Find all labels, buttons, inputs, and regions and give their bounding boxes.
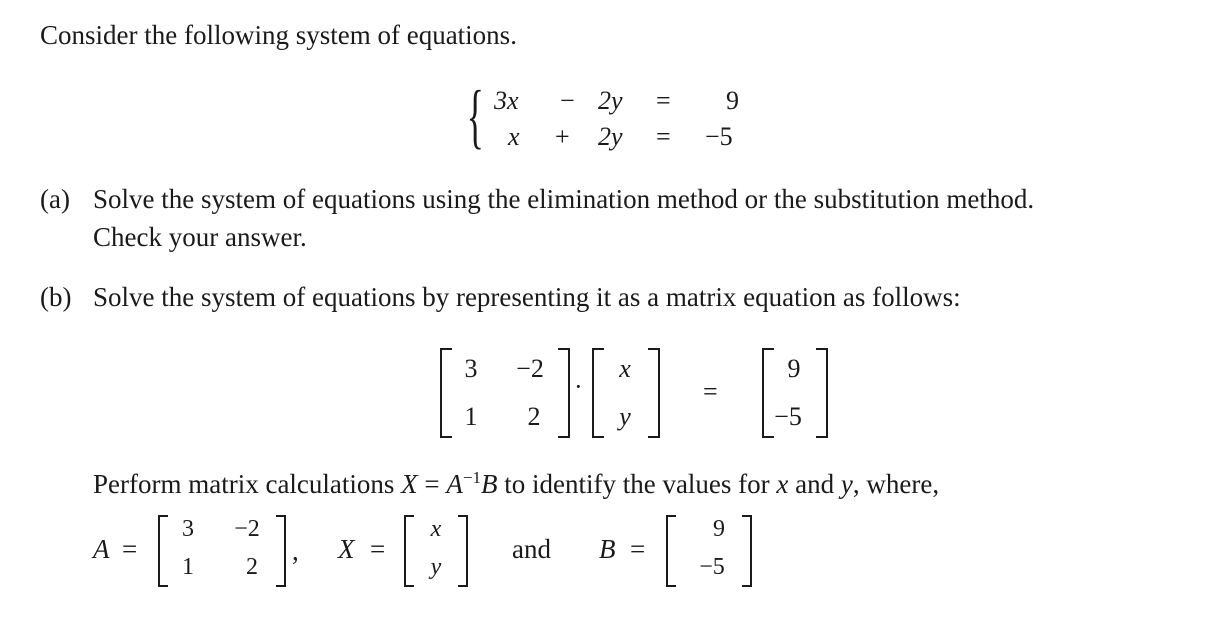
vector-b-1: 9 <box>787 354 801 383</box>
def-comma: , <box>292 536 299 566</box>
eq2-equals: = <box>656 122 671 151</box>
eq1-term2: 2y <box>598 86 623 115</box>
def-b-equals: = <box>630 534 646 564</box>
vector-b-2: −5 <box>774 402 802 431</box>
def-x-right-bracket <box>458 515 468 587</box>
matrix-a-11: 3 <box>464 354 478 383</box>
eq2-term2: 2y <box>598 122 623 151</box>
def-a-left-bracket <box>158 515 168 587</box>
eq2-term1: x <box>508 122 520 151</box>
def-x-1: x <box>430 516 442 542</box>
perform-and: and <box>788 469 841 499</box>
eq1-term1: 3x <box>494 86 519 115</box>
perform-x-var: X <box>401 469 418 499</box>
eq2-rhs: −5 <box>705 122 733 151</box>
matrix-dot: · <box>574 372 583 401</box>
perform-y: y <box>840 469 853 499</box>
def-b-left-bracket <box>666 515 676 587</box>
vector-x-1: x <box>619 354 631 383</box>
def-a-equals: = <box>122 534 138 564</box>
def-x-left-bracket <box>404 515 414 587</box>
intro-text: Consider the following system of equations. <box>40 20 517 50</box>
vector-x-2: y <box>619 402 631 431</box>
left-brace: { <box>466 76 484 156</box>
part-a-line1: Solve the system of equations using the elimination method or the substitution method. <box>93 184 1035 214</box>
eq1-operator: − <box>560 86 575 115</box>
matrix-equals: = <box>703 377 718 406</box>
def-a-21: 1 <box>182 554 194 580</box>
def-and: and <box>512 534 551 564</box>
def-a-11: 3 <box>182 516 194 542</box>
def-b-right-bracket <box>742 515 752 587</box>
def-a-22: 2 <box>246 554 258 580</box>
part-a-label: (a) <box>40 184 70 214</box>
def-b-label: B <box>599 534 616 564</box>
matrix-a-22: 2 <box>527 402 541 431</box>
perform-equals: = <box>417 469 447 499</box>
matrix-a-12: −2 <box>516 354 544 383</box>
matrix-a-right-bracket <box>558 348 570 438</box>
perform-mid: to identify the values for <box>497 469 777 499</box>
eq2-operator: + <box>555 122 570 151</box>
eq1-rhs: 9 <box>726 86 739 115</box>
perform-text <box>93 469 939 498</box>
perform-pre: Perform matrix calculations <box>93 469 402 499</box>
def-a-right-bracket <box>276 515 286 587</box>
eq1-equals: = <box>656 86 671 115</box>
def-x-equals: = <box>370 534 386 564</box>
perform-b-var: B <box>480 469 498 499</box>
perform-inverse-sup: −1 <box>462 468 481 487</box>
vector-b-right-bracket <box>816 348 828 438</box>
def-b-1: 9 <box>713 516 725 542</box>
part-a-line2: Check your answer. <box>93 222 307 252</box>
vector-x-right-bracket <box>648 348 660 438</box>
perform-post: , where, <box>852 469 940 499</box>
def-b-2: −5 <box>699 554 725 580</box>
perform-a-var: A <box>446 469 463 499</box>
matrix-a-21: 1 <box>464 402 478 431</box>
part-b-line1: Solve the system of equations by representing it as a matrix equation as follows: <box>93 282 961 312</box>
def-x-label: X <box>338 534 355 564</box>
def-a-12: −2 <box>234 516 260 542</box>
def-a-label: A <box>93 534 110 564</box>
vector-x-left-bracket <box>592 348 604 438</box>
def-x-2: y <box>430 554 442 580</box>
part-b-label: (b) <box>40 282 72 312</box>
perform-x: x <box>776 469 789 499</box>
